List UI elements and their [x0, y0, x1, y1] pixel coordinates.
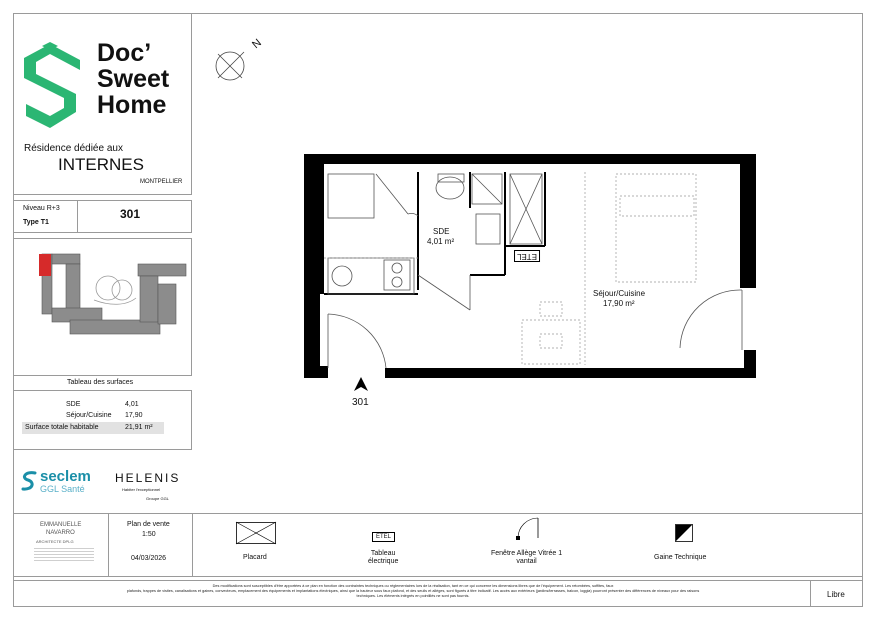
legend-label-gaine: Gaine Technique: [654, 554, 707, 561]
architect-line-2: NAVARRO: [46, 530, 75, 536]
surfaces-row-value: 17,90: [125, 412, 143, 419]
surfaces-row-label: SDE: [66, 401, 81, 408]
helenis-name: HELENIS: [115, 471, 181, 485]
disclaimer-line: plafonds, trappes de visites, canalisations et gaines, convecteurs, emplacement des équipements et implantations électriques, ainsi que la hauteur sous faux plafond, et des seuils et allèges, sont figurés à titre indicatif. Les accès aux extérieurs (jardins/terrasses, balcon, loggia) pourront présenter des différences de niveaux pour des raisons: [126, 589, 700, 594]
sheet-title: Plan de vente: [127, 521, 170, 528]
status-divider: [810, 580, 811, 607]
room-sejour-label: Séjour/Cuisine: [593, 289, 646, 298]
helenis-sub: Habiter l'exceptionnel: [122, 487, 161, 492]
seclem-sub: GGL Santé: [40, 484, 85, 494]
seclem-logo-icon: [19, 470, 39, 492]
entrance-number: 301: [352, 397, 369, 408]
sheet-scale: 1:50: [142, 531, 156, 538]
north-arrow-icon: [214, 48, 250, 82]
surfaces-row-label: Séjour/Cuisine: [66, 412, 112, 419]
key-plan-drawing: [30, 248, 190, 348]
legend-label-placard: Placard: [243, 554, 267, 561]
gaine-technique-legend-icon: [675, 524, 693, 542]
sheet-date: 04/03/2026: [131, 555, 167, 562]
surfaces-total-value: 21,91 m²: [125, 424, 153, 431]
legend-label-window: Fenêtre Allège Vitrée 1 vantail: [491, 550, 563, 565]
room-sejour-area: 17,90 m²: [603, 299, 635, 308]
room-sde-label: SDE: [433, 227, 450, 236]
disclaimer-line: techniques. Les éléments intégrés en pointillés ne sont pas fournis.: [356, 594, 470, 599]
unit-number: 301: [120, 207, 141, 221]
title-block-divider: [108, 513, 109, 577]
unit-type: Type T1: [23, 219, 49, 226]
surfaces-title: Tableau des surfaces: [67, 379, 134, 386]
brand-line-2: Sweet: [97, 65, 170, 93]
etel-label: ETEL: [514, 250, 540, 262]
surfaces-table: [13, 390, 192, 450]
architect-line-3: ARCHITECTE DPLG: [36, 539, 74, 544]
brand-line-1: Doc’: [97, 39, 152, 67]
etel-legend-icon: ETEL: [372, 532, 395, 542]
disclaimer-text: [20, 584, 806, 600]
north-letter: N: [250, 36, 264, 52]
brand-tagline: Résidence dédiée aux: [24, 143, 123, 154]
seclem-name: seclem: [40, 468, 91, 485]
architect-line-1: EMMANUELLE: [40, 522, 82, 528]
disclaimer-line: Des modifications sont susceptibles d'être apportées à ce plan en fonction des contraintes techniques ou réglementaires lors de la réalisation, tant en ce qui concerne les dimensions libres que de l'équipement. Les retombées, soffites, faux: [212, 584, 614, 588]
brand-city: MONTPELLIER: [140, 179, 183, 185]
floor-plan: [300, 150, 760, 385]
unit-info-divider: [77, 200, 78, 233]
legend-label-tableau: Tableau électrique: [368, 550, 399, 565]
entrance-arrow-icon: [354, 377, 368, 391]
doc-sweet-home-logo-icon: [20, 40, 92, 132]
surfaces-total-label: Surface totale habitable: [25, 424, 99, 431]
title-block-divider: [192, 513, 193, 577]
window-legend-icon: [514, 516, 542, 540]
brand-line-3: Home: [97, 91, 167, 119]
helenis-group: Groupe GGL: [146, 496, 169, 501]
architect-contact-block: [34, 546, 94, 562]
placard-legend-icon: [236, 522, 276, 544]
room-sde-area: 4,01 m²: [427, 237, 455, 246]
unit-level: Niveau R+3: [23, 205, 60, 212]
surfaces-row-value: 4,01: [125, 401, 139, 408]
lot-status: Libre: [827, 590, 845, 599]
brand-headline: INTERNES: [58, 155, 144, 174]
